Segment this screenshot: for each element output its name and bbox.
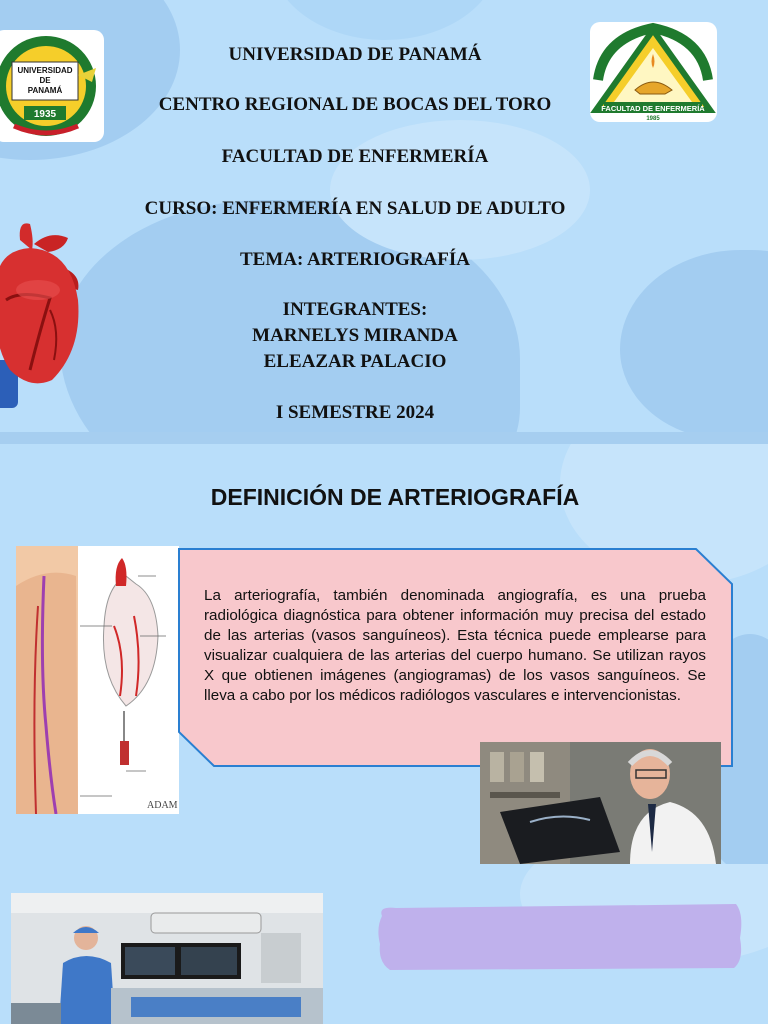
background-shape <box>270 0 500 40</box>
background-shape <box>330 120 590 260</box>
cover-line-member-2: ELEAZAR PALACIO <box>263 351 447 372</box>
angiography-room-photo <box>11 893 323 1024</box>
cover-line-university: UNIVERSIDAD DE PANAMÁ <box>228 44 482 65</box>
cover-page <box>0 0 768 432</box>
cover-line-topic: TEMA: ARTERIOGRAFÍA <box>240 249 470 270</box>
faculty-logo-year: 1985 <box>646 116 660 122</box>
doctor-photo <box>480 742 721 864</box>
faculty-logo-band-text: FACULTAD DE ENFERMERÍA <box>601 104 705 113</box>
cover-line-members-label: INTEGRANTES: <box>282 299 428 320</box>
cover-line-course: CURSO: ENFERMERÍA EN SALUD DE ADULTO <box>144 198 566 219</box>
logo-text-top: UNIVERSIDAD <box>17 66 73 75</box>
page-divider <box>0 432 768 444</box>
cover-line-semester: I SEMESTRE 2024 <box>275 402 435 423</box>
cover-line-faculty: FACULTAD DE ENFERMERÍA <box>221 146 489 167</box>
cover-line-center: CENTRO REGIONAL DE BOCAS DEL TORO <box>158 94 552 115</box>
logo-year: 1935 <box>33 109 57 120</box>
purple-band <box>376 902 746 972</box>
procedure-page <box>0 864 768 1024</box>
definition-page <box>0 444 768 864</box>
logo-text-mid: DE <box>39 76 51 85</box>
cover-line-member-1: MARNELYS MIRANDA <box>252 325 458 346</box>
anatomy-diagram <box>16 546 179 814</box>
definition-paragraph: La arteriografía, también denominada angiografía, es una prueba radiológica diagnóstica para obtener información muy precisa del estado de las arterias (vasos sanguíneos). Esta técnica puede emplearse para visualizar cualquiera de las arterias del cuerpo humano. Se utilizan rayos X que obtienen imágenes (angiogramas) de los vasos sanguíneos. Se lleva a cabo por los médicos radiólogos vasculares e intervencionistas. <box>204 587 706 704</box>
definition-heading: DEFINICIÓN DE ARTERIOGRAFÍA <box>210 484 580 510</box>
logo-text-bottom: PANAMÁ <box>27 86 63 95</box>
adam-brand: ADAM <box>147 800 178 811</box>
